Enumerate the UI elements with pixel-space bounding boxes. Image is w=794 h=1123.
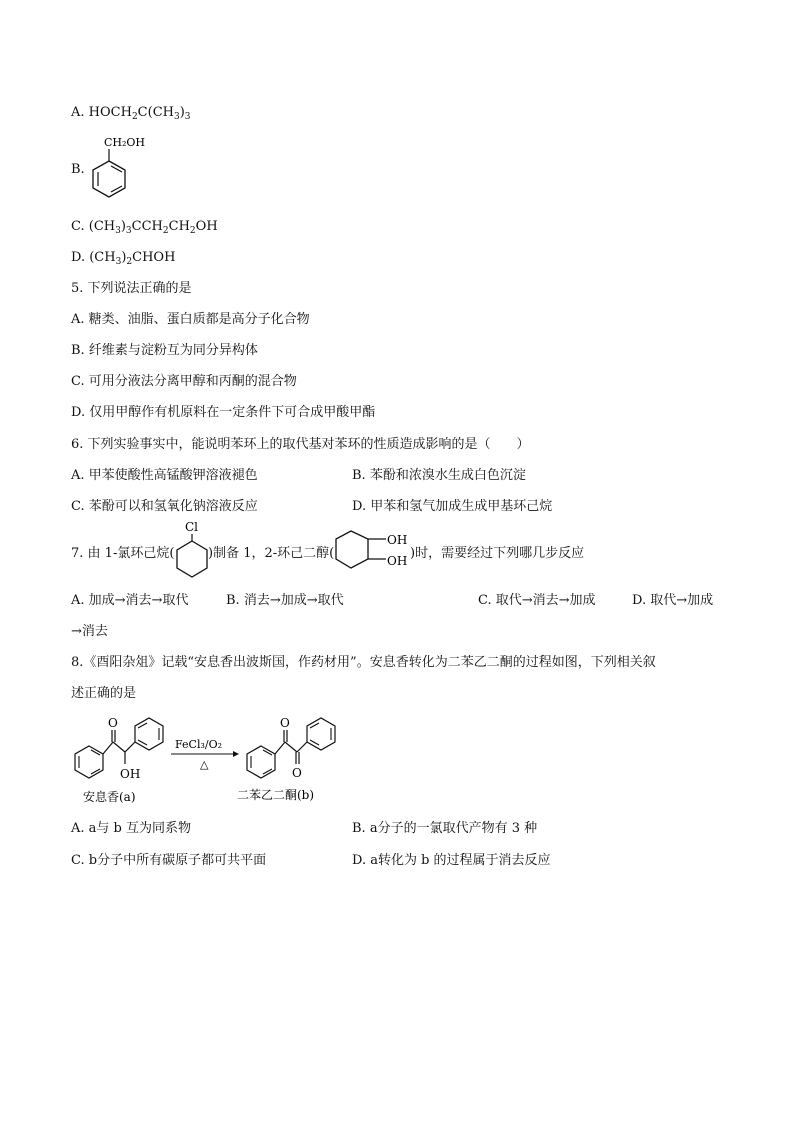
q4-d-sub1: 3 <box>115 257 122 267</box>
q7-stem-part1: 7. 由 1-氯环己烷( <box>71 546 175 561</box>
q4-a-sub3: 3 <box>184 112 191 122</box>
q5-option-c: C. 可用分液法分离甲醇和丙酮的混合物 <box>71 374 297 389</box>
hydroxyl-label: OH <box>120 767 141 781</box>
q7-stem-part2: )制备 1，2-环己二醇( <box>208 546 335 561</box>
reagent-label: FeCl₃/O₂ <box>175 738 223 751</box>
q8-option-c: C. b分子中所有碳原子都可共平面 <box>71 853 267 868</box>
q4-d-sub2: 2 <box>126 257 133 267</box>
q5-option-d: D. 仅用甲醇作有机原料在一定条件下可合成甲酸甲酯 <box>71 405 376 420</box>
q8-stem-line1: 8.《酉阳杂俎》记载“安息香出波斯国，作药材用”。安息香转化为二苯乙二酮的过程如图，下列相关叙 <box>71 655 656 670</box>
q7-option-d-continued: →消去 <box>71 624 108 639</box>
carbonyl-o-label: O <box>108 716 118 730</box>
q6-option-a: A. 甲苯使酸性高锰酸钾溶液褪色 <box>71 468 258 483</box>
cyclohexanediol-structure <box>333 527 413 577</box>
q4-option-a <box>71 104 191 126</box>
q4-a-sub2: 3 <box>173 112 180 122</box>
benzoin-name: 安息香(a) <box>83 790 136 804</box>
q5-option-b: B. 纤维素与淀粉互为同分异构体 <box>71 343 258 358</box>
double-bond <box>91 769 100 774</box>
q4-option-b-label: B. <box>71 162 85 177</box>
chlorocyclohexane-structure <box>172 519 212 585</box>
q4-a-text2: C(CH <box>137 105 174 120</box>
q4-c-text5: OH <box>195 219 218 234</box>
heat-symbol: △ <box>200 758 209 771</box>
q6-option-d: D. 甲苯和氢气加成生成甲基环己烷 <box>352 499 553 514</box>
q6-option-b: B. 苯酚和浓溴水生成白色沉淀 <box>352 468 526 483</box>
q8-option-d: D. a转化为 b 的过程属于消去反应 <box>352 853 551 868</box>
q4-a-sub1: 2 <box>131 112 138 122</box>
cl-label: Cl <box>185 520 199 534</box>
q4-c-text3: CCH <box>131 219 163 234</box>
double-bond <box>263 769 272 774</box>
q8-option-b: B. a分子的一氯取代产物有 3 种 <box>352 821 538 836</box>
q7-stem-part3: )时，需要经过下列哪几步反应 <box>410 546 585 561</box>
q4-d-text3: CHOH <box>132 250 176 265</box>
carbonyl-o-label-2: O <box>292 766 302 780</box>
bond-line <box>125 742 135 752</box>
q4-a-text1: A. HOCH <box>71 105 132 120</box>
q5-option-a: A. 糖类、油脂、蛋白质都是高分子化合物 <box>71 312 310 327</box>
q4-c-sub1: 3 <box>115 226 121 236</box>
q4-d-text2: ) <box>121 250 127 265</box>
q4-a-text3: ) <box>179 105 185 120</box>
oh-label-1: OH <box>387 533 408 547</box>
q7-option-a: A. 加成→消去→取代 <box>71 593 189 608</box>
q7-option-d: D. 取代→加成 <box>632 593 714 608</box>
bond-line <box>275 742 285 754</box>
reaction-arrow <box>171 738 239 771</box>
benzil-structure <box>237 716 335 802</box>
q6-stem: 6. 下列实验事实中，能说明苯环上的取代基对苯环的性质造成影响的是（ ） <box>71 437 530 452</box>
cyclohexane-ring <box>177 541 207 577</box>
q4-c-sub3: 2 <box>162 226 169 236</box>
bond-line <box>285 742 297 752</box>
carbonyl-o-label-1: O <box>280 716 290 730</box>
cyclohexane-ring <box>336 531 368 568</box>
bond-line <box>103 742 113 754</box>
double-bond <box>91 750 100 755</box>
q4-option-d <box>71 249 175 271</box>
benzoin-oxidation-scheme <box>65 712 365 812</box>
q4-c-text2: ) <box>120 219 126 234</box>
benzil-name: 二苯乙二酮(b) <box>237 788 315 802</box>
q5-stem: 5. 下列说法正确的是 <box>71 281 192 296</box>
bond-line <box>297 742 307 752</box>
q7-option-c: C. 取代→消去→加成 <box>478 593 596 608</box>
bond-line <box>113 742 125 752</box>
ch2oh-label: CH₂OH <box>104 136 146 149</box>
q8-stem-line2: 述正确的是 <box>71 686 137 701</box>
benzoin-structure <box>75 716 163 804</box>
arrow-head <box>233 751 239 757</box>
q7-option-b: B. 消去→加成→取代 <box>226 593 344 608</box>
benzyl-alcohol-structure <box>85 132 155 202</box>
q4-c-sub2: 3 <box>125 226 132 236</box>
q4-c-text1: C. (CH <box>71 219 116 234</box>
q4-d-text1: D. (CH <box>71 250 116 265</box>
double-bond <box>263 750 272 755</box>
q4-c-sub4: 2 <box>189 226 196 236</box>
q6-option-c: C. 苯酚可以和氢氧化钠溶液反应 <box>71 499 258 514</box>
oh-label-2: OH <box>387 554 408 568</box>
q4-c-text4: CH <box>168 219 190 234</box>
q8-option-a: A. a与 b 互为同系物 <box>71 821 191 836</box>
q4-option-c <box>71 218 218 240</box>
